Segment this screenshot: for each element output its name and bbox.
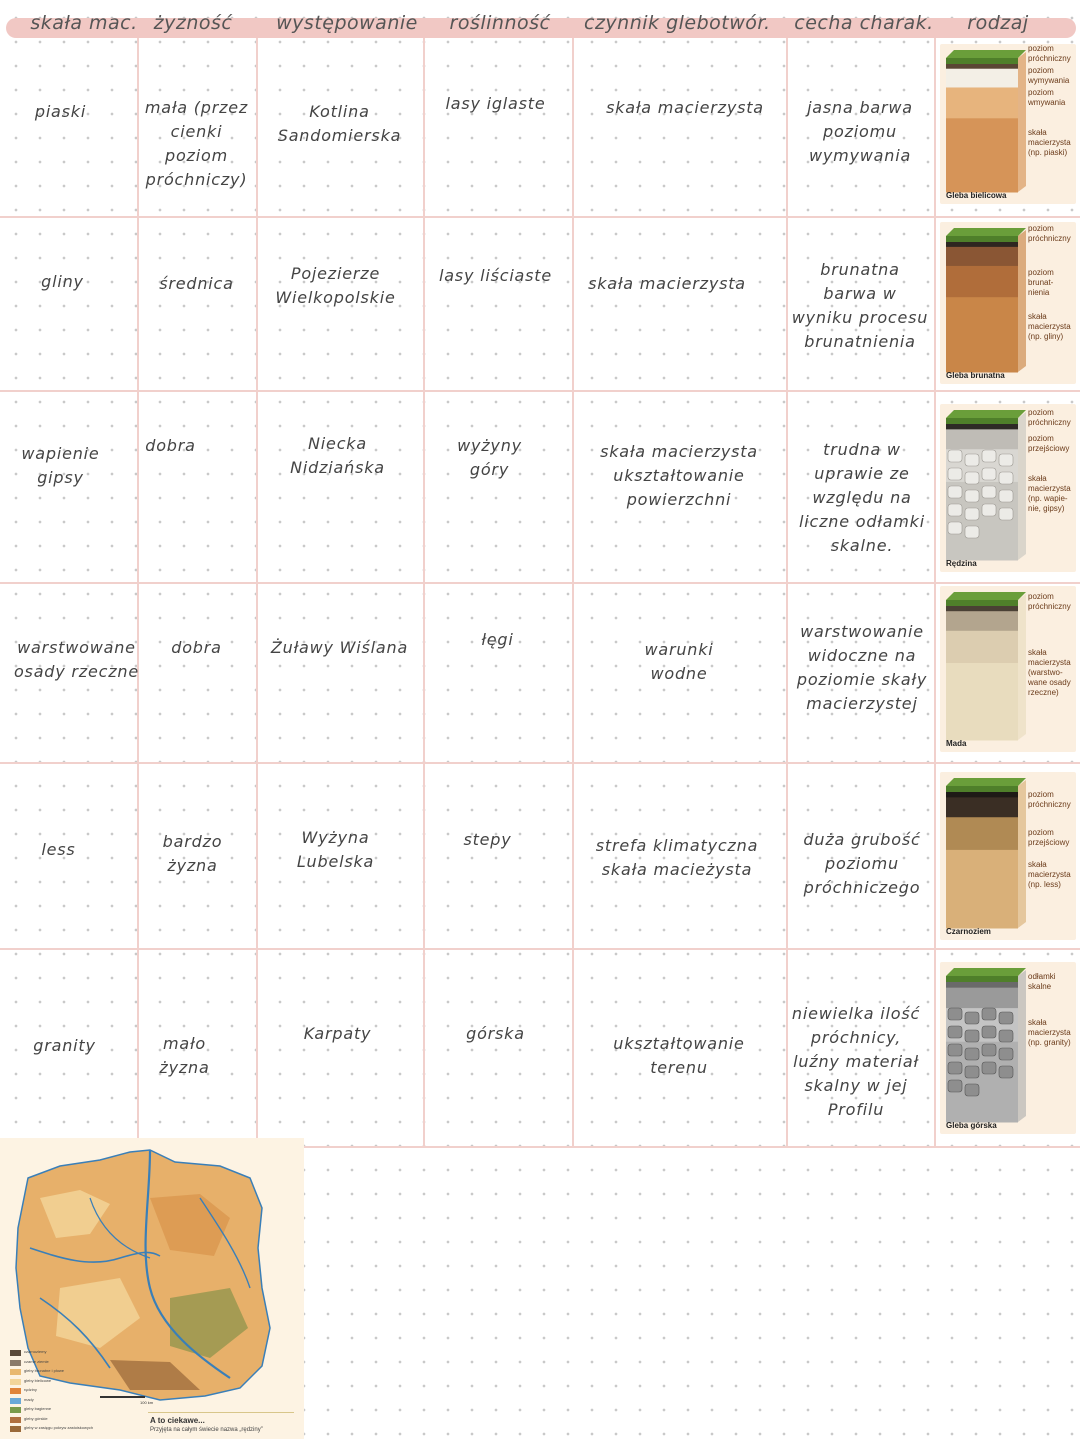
column-divider [572,38,574,1146]
rock-fragment [982,468,996,480]
soil-layer-label: poziom próchniczny [1028,224,1071,243]
table-cell: łęgi [481,630,514,649]
rock-fragment [965,490,979,502]
soil-block [940,586,1030,752]
soil-type-name: Gleba brunatna [946,371,1005,380]
rock-fragment [948,1080,962,1092]
soil-layer-label: skała macierzysta (np. wapie- nie, gipsy) [1028,474,1071,513]
map-scale-label: 100 km [140,1400,154,1405]
soil-profile-illustration [940,44,1076,204]
map-caption-text: Przyjęta na całym świecie nazwa „rędziny” [150,1427,263,1433]
soil-side [1018,594,1026,740]
table-cell: Kotlina Sandomierska [277,102,402,145]
soil-type-name: Gleba górska [946,1121,997,1130]
soil-layer-label: poziom brunat- nienia [1028,268,1054,297]
soil-side [1018,970,1026,1122]
table-cell: Wyżyna Lubelska [296,828,375,871]
column-divider [423,38,425,1146]
rock-fragment [999,1012,1013,1024]
row-divider [0,948,1080,950]
soil-layer [946,611,1018,631]
legend-swatch [10,1360,21,1366]
soil-layer [946,817,1018,850]
table-cell: trudna w uprawie ze względu na liczne odłamki skalne. [799,440,925,555]
soil-layer [946,988,1018,1009]
soil-layer-label: poziom próchniczny [1028,592,1071,611]
table-cell: skała macierzysta [606,98,764,117]
legend-swatch [10,1398,21,1404]
legend-swatch [10,1417,21,1423]
table-cell: strefa klimatyczna skała macieżysta [595,836,759,879]
table-cell: warunki wodne [644,640,714,683]
table-cell: skała macierzysta [588,274,746,293]
soil-block [940,44,1030,204]
soil-layer-label: skała macierzysta (np. piaski) [1028,128,1071,157]
grass-top [946,778,1026,786]
table-cell: lasy iglaste [445,94,546,113]
grass-layer [946,418,1018,424]
soil-layer-label: skała macierzysta (warstwo- wane osady rzeczne) [1028,648,1071,697]
soil-layer [946,631,1018,664]
soil-side [1018,52,1026,192]
legend-swatch [10,1388,21,1394]
soil-layer [946,850,1018,929]
soil-layer [946,247,1018,267]
table-cell: piaski [34,102,87,121]
table-cell: gliny [41,272,84,291]
rock-fragment [999,472,1013,484]
column-header: skała mac. [30,12,138,34]
grass-top [946,50,1026,58]
soil-layer-label: skała macierzysta (np. granity) [1028,1018,1071,1047]
legend-swatch [10,1369,21,1375]
grass-layer [946,236,1018,242]
legend-label: gleby bagienne [24,1406,52,1411]
rock-fragment [965,1048,979,1060]
rock-fragment [982,1026,996,1038]
table-cell: skała macierzysta ukształtowanie powierzchni [600,442,758,509]
table-cell: niewielka ilość próchnicy, luźny materiał skalny w jej Profilu [791,1004,921,1119]
rock-fragment [948,1062,962,1074]
soil-layer-label: poziom próchniczny [1028,408,1071,427]
column-divider [786,38,788,1146]
rock-fragment [948,504,962,516]
column-header: roślinność [449,12,551,34]
grass-top [946,968,1026,976]
table-cell: wapienie gipsy [21,444,100,487]
soil-layer [946,87,1018,118]
table-cell: brunatna barwa w wyniku procesu brunatnienia [791,260,929,351]
rock-fragment [965,472,979,484]
table-cell: ukształtowanie terenu [613,1034,745,1077]
grass-layer [946,786,1018,792]
row-divider [0,216,1080,218]
grass-layer [946,976,1018,982]
table-cell: górska [466,1024,525,1043]
rock-fragment [982,1062,996,1074]
soil-profile-illustration [940,222,1076,384]
rock-fragment [965,1084,979,1096]
soil-type-name: Gleba bielicowa [946,191,1007,200]
soil-layer-label: poziom próchniczny [1028,44,1071,63]
caption-divider [148,1412,294,1413]
table-cell: less [41,840,76,859]
legend-label: mady [24,1396,34,1402]
rock-fragment [948,1044,962,1056]
legend-swatch [10,1350,21,1356]
rock-fragment [948,522,962,534]
column-divider [256,38,258,1146]
table-cell: Żuławy Wiślana [270,638,409,657]
soil-side [1018,230,1026,372]
soil-block [940,404,1030,572]
table-cell: stepy [463,830,512,849]
column-header: żyzność [153,12,233,34]
legend-label: gleby bielicowe [24,1377,52,1383]
column-header: rodzaj [967,12,1029,34]
soil-layer [946,266,1018,298]
rock-fragment [999,508,1013,520]
rock-fragment [999,1048,1013,1060]
table-cell: dobra [145,436,196,455]
table-cell: mało żyzna [159,1034,210,1077]
grass-top [946,410,1026,418]
soil-layer-label: poziom wymywania [1028,66,1070,85]
table-cell: jasna barwa poziomu wymywania [807,98,913,165]
soil-layer-label: poziom przejściowy [1028,828,1070,847]
rock-fragment [982,1008,996,1020]
soil-layer-label: poziom próchniczny [1028,790,1071,809]
table-cell: średnica [159,274,234,293]
soil-profile-illustration [940,772,1076,940]
rock-fragment [999,454,1013,466]
rock-fragment [982,504,996,516]
row-divider [0,582,1080,584]
soil-side [1018,412,1026,560]
legend-swatch [10,1379,21,1385]
rock-fragment [999,1066,1013,1078]
row-divider [0,390,1080,392]
soil-profile-illustration [940,404,1076,572]
rock-fragment [948,468,962,480]
rock-fragment [982,450,996,462]
rock-fragment [965,508,979,520]
soil-block [940,772,1030,940]
rock-fragment [965,526,979,538]
legend-label: gleby brunatne i płowe [24,1368,65,1373]
rock-fragment [948,450,962,462]
table-cell: lasy liściaste [438,266,553,285]
grass-top [946,228,1026,236]
rock-fragment [965,1030,979,1042]
table-cell: wyżyny góry [457,436,522,479]
rock-fragment [999,490,1013,502]
legend-swatch [10,1407,21,1413]
legend-label: czarnoziemy [24,1349,47,1354]
soil-layer [946,69,1018,88]
legend-label: rędziny [24,1387,37,1392]
soil-type-name: Rędzina [946,559,977,568]
soil-side [1018,780,1026,928]
table-cell: duża grubość poziomu próchniczego [803,830,921,897]
rock-fragment [982,486,996,498]
soil-block [940,222,1030,384]
table-cell: Karpaty [303,1024,372,1043]
column-header: cecha charak. [794,12,934,34]
grass-layer [946,600,1018,606]
table-cell: bardzo żyzna [162,832,223,875]
soil-block [940,962,1030,1134]
column-divider [137,38,139,1146]
legend-swatch [10,1426,21,1432]
table-cell: granity [33,1036,96,1055]
rock-fragment [948,1008,962,1020]
soil-layer [946,297,1018,372]
legend-label: gleby w zasięgu pokryw zastoiskowych [24,1425,94,1430]
soil-layer [946,118,1018,192]
grass-layer [946,58,1018,64]
map-caption-title: A to ciekawe... [150,1416,205,1425]
rock-fragment [965,1066,979,1078]
grass-top [946,592,1026,600]
soil-layer [946,797,1018,817]
column-header: występowanie [276,12,418,34]
soil-profile-illustration [940,962,1076,1134]
soil-layer-label: skała macierzysta (np. less) [1028,860,1071,889]
soil-map [0,1138,304,1439]
rock-fragment [965,454,979,466]
table-cell: warstwowanie widoczne na poziomie skały macierzystej [796,622,928,713]
table-cell: dobra [171,638,222,657]
soil-layer [946,663,1018,741]
soil-profile-illustration [940,586,1076,752]
column-header: czynnik glebotwór. [584,12,771,34]
rock-fragment [999,1030,1013,1042]
soil-layer-label: poziom przejściowy [1028,434,1070,453]
table-cell: Niecka Nidziańska [290,434,385,477]
row-divider [0,762,1080,764]
rock-fragment [965,1012,979,1024]
soil-type-name: Mada [946,739,967,748]
rock-fragment [948,1026,962,1038]
legend-label: czarne ziemie [24,1358,49,1364]
soil-layer-label: poziom wmywania [1028,88,1066,107]
soil-layer-label: odłamki skalne [1028,972,1056,991]
soil-layer [946,429,1018,449]
rock-fragment [982,1044,996,1056]
table-cell: warstwowane osady rzeczne [13,638,140,681]
table-cell: Pojezierze Wielkopolskie [275,264,396,307]
soil-type-name: Czarnoziem [946,927,991,936]
table-cell: mała (przez cienki poziom próchniczy) [144,98,249,189]
column-divider [934,38,936,1146]
rock-fragment [948,486,962,498]
soil-layer-label: skała macierzysta (np. gliny) [1028,312,1071,341]
legend-label: gleby górskie [24,1415,48,1421]
